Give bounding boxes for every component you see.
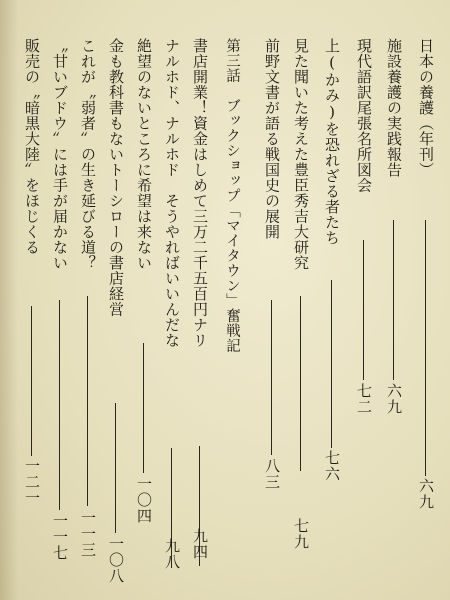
page-edge-shadow <box>0 0 18 600</box>
toc-entry-title: 上(かみ)を恐れざる者たち <box>323 38 341 246</box>
toc-leader-line <box>425 220 426 476</box>
toc-entry-title: 〝甘いブドウ〟には手が届かない <box>51 38 69 271</box>
toc-entry-page: 一二一 <box>23 458 41 506</box>
toc-entry-page: 六九 <box>417 478 435 510</box>
toc-entry-title: 書店開業！資金はしめて三万二千五百円ナリ <box>191 38 209 348</box>
toc-entry-title: 前野文書が語る戦国史の展開 <box>263 38 281 240</box>
toc-entry-page: 一〇四 <box>135 476 153 524</box>
toc-entry-title: 絶望のないところに希望は来ない <box>135 38 153 271</box>
toc-entry-title: 日本の養護（年刊） <box>417 38 435 178</box>
toc-entry-page: 九四 <box>191 528 209 560</box>
toc-leader-line <box>143 343 144 473</box>
toc-entry-title: 販売の〝暗黒大陸〟をほじくる <box>23 38 41 255</box>
toc-leader-line <box>87 296 88 506</box>
toc-leader-line <box>363 240 364 380</box>
chapter-heading: 第三話 ブックショップ「マイタウン」奮戦記 <box>224 38 240 353</box>
toc-entry-page: 七九 <box>292 518 310 550</box>
toc-entry-title: ナルホド、ナルホド そうやればいいんだな <box>163 38 181 348</box>
toc-leader-line <box>115 403 116 533</box>
toc-leader-line <box>59 300 60 510</box>
toc-entry-page: 六九 <box>385 383 403 415</box>
toc-entry-page: 八三 <box>263 458 281 490</box>
toc-entry-title: これが〝弱者〟の生き延びる道？ <box>79 38 97 271</box>
toc-entry-title: 金も教科書もないトーシローの書店経営 <box>107 38 125 317</box>
toc-entry-page: 九八 <box>163 538 181 570</box>
toc-entry-page: 七二 <box>355 383 373 415</box>
toc-entry-page: 一〇八 <box>107 536 125 584</box>
toc-leader-line <box>300 296 301 471</box>
toc-leader-line <box>31 306 32 456</box>
toc-entry-title: 施設養護の実践報告 <box>385 38 403 178</box>
toc-leader-line <box>271 300 272 455</box>
toc-entry-title: 見た聞いた考えた豊臣秀吉大研究 <box>292 38 310 271</box>
toc-entry-page: 一一三 <box>79 510 97 558</box>
toc-entry-page: 一一七 <box>51 513 69 561</box>
toc-entry-title: 現代語訳尾張名所図会 <box>355 38 373 193</box>
toc-entry-page: 七六 <box>323 450 341 482</box>
toc-leader-line <box>393 220 394 380</box>
toc-leader-line <box>331 280 332 448</box>
